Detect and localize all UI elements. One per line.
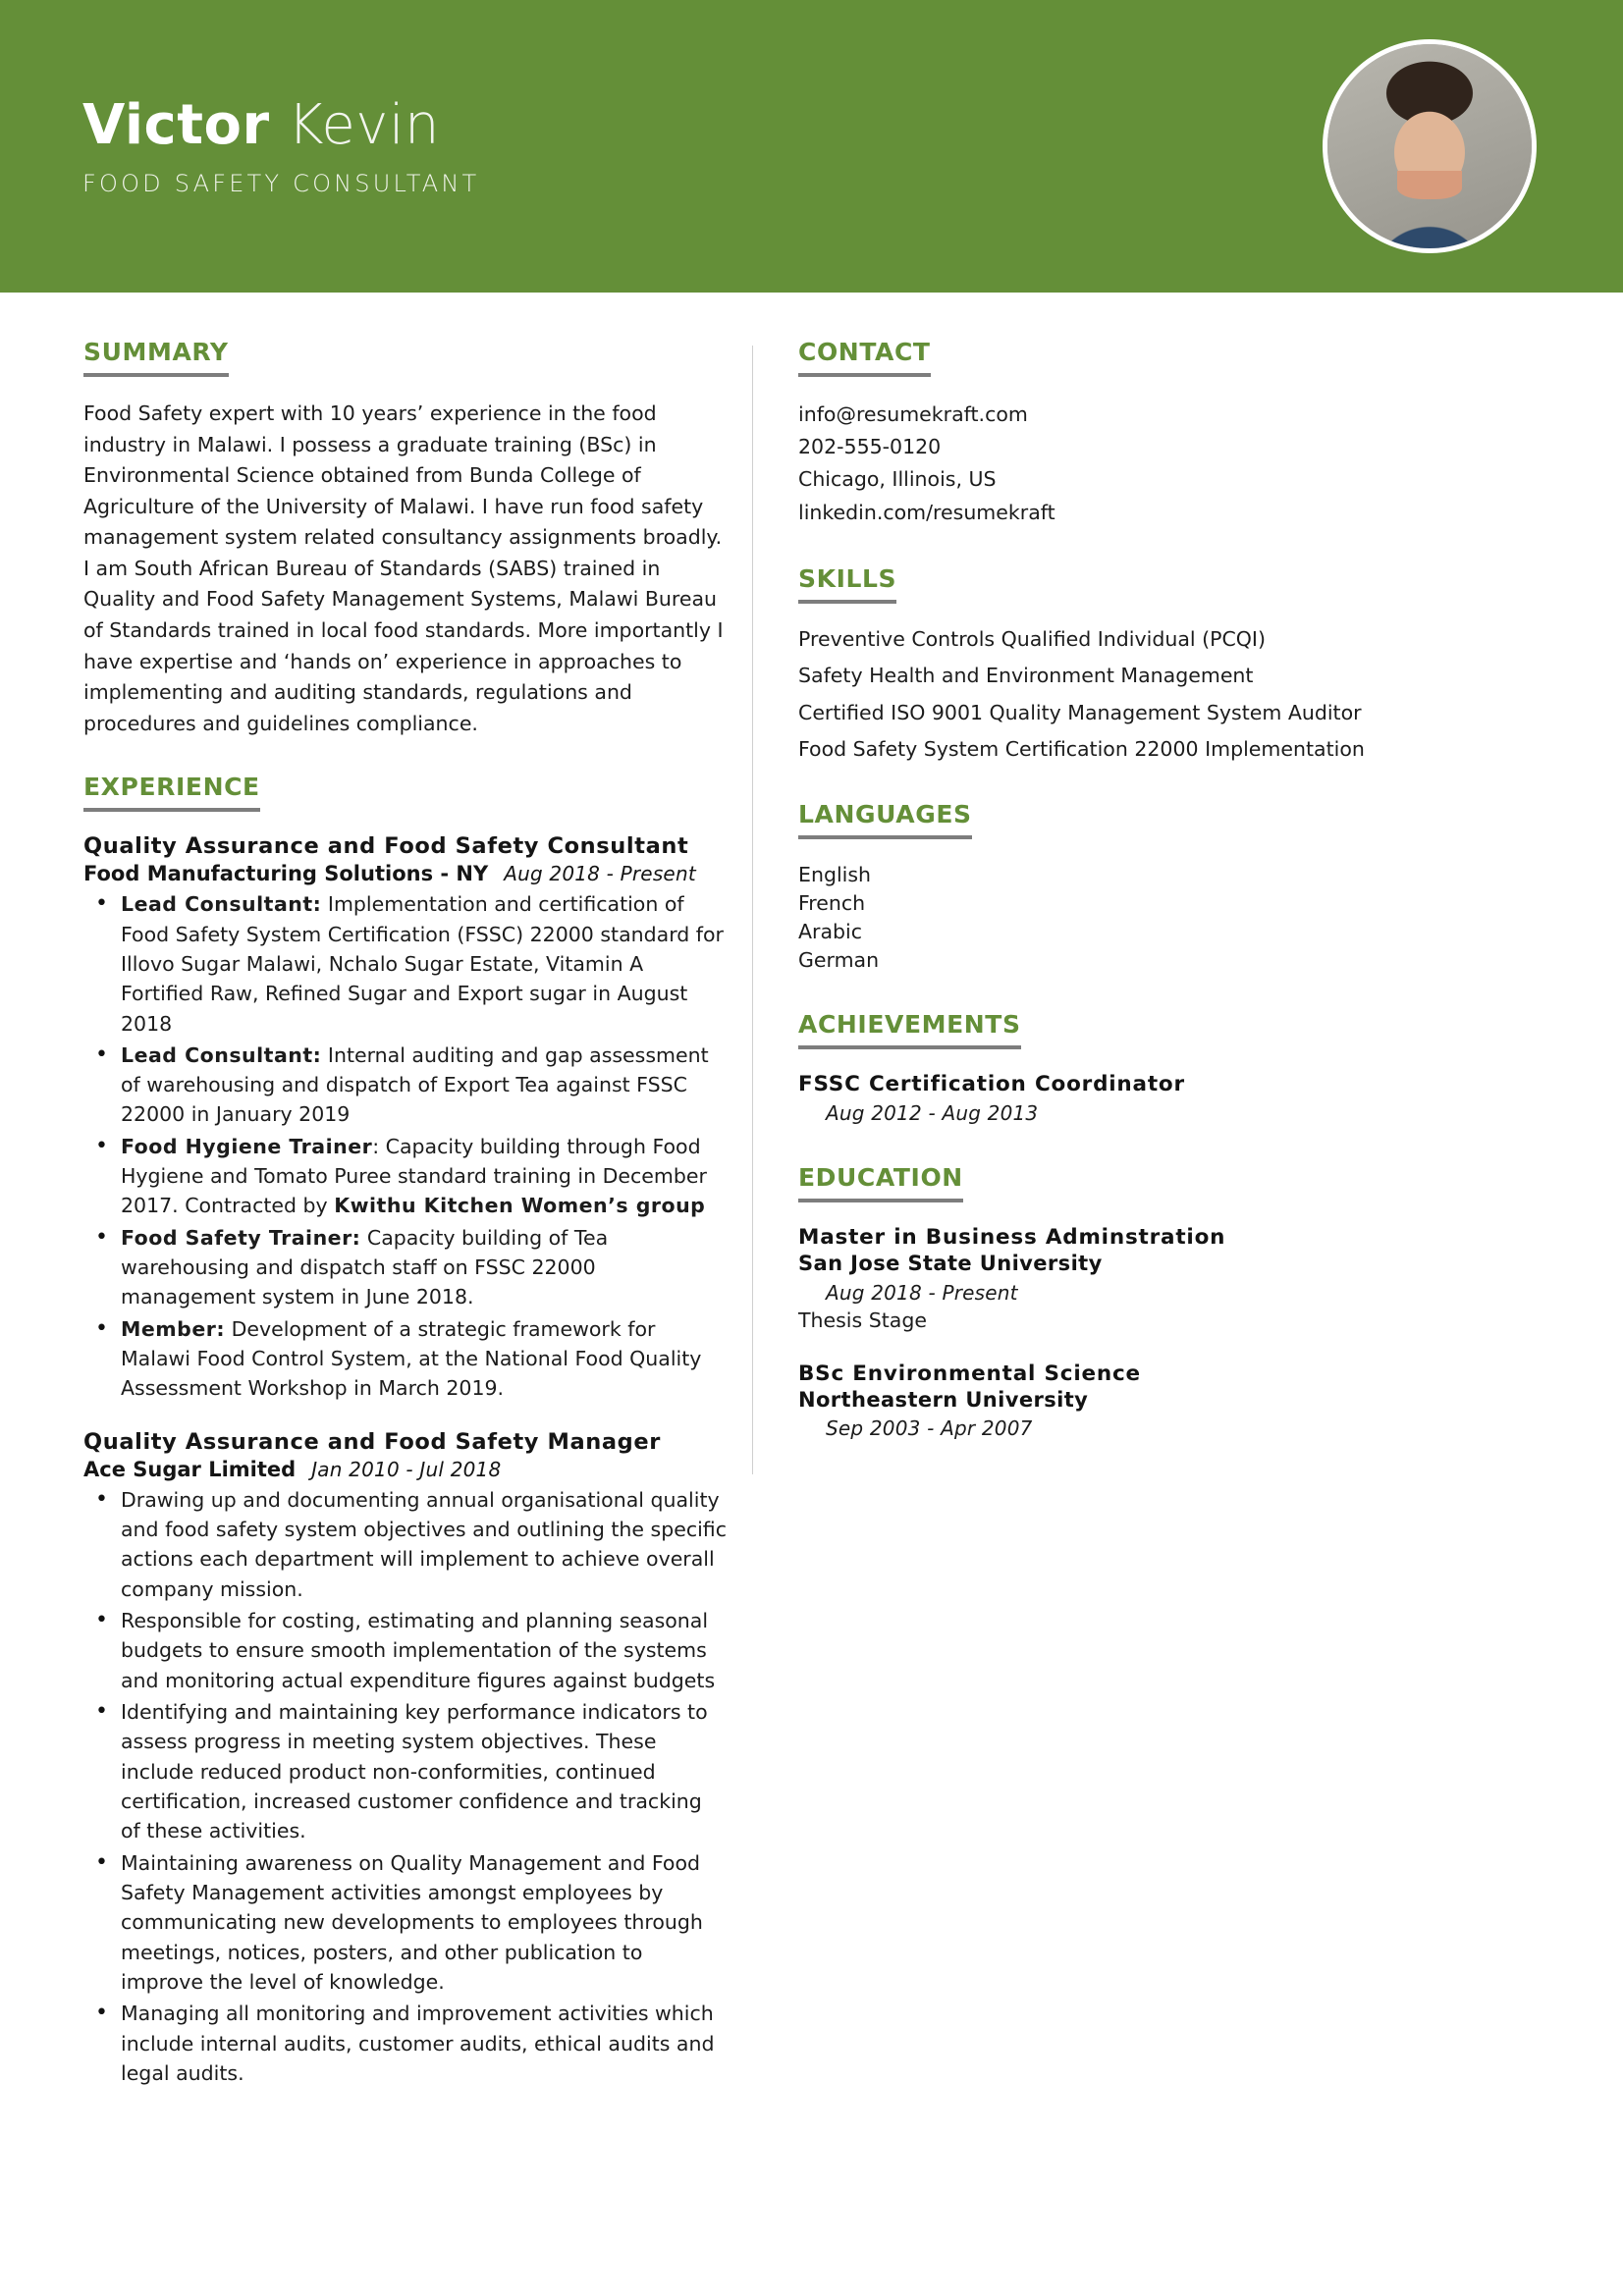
bullet-lead: Member:	[121, 1316, 226, 1341]
languages-heading: LANGUAGES	[798, 800, 972, 839]
skills-section	[798, 564, 1564, 765]
education-entry	[798, 1224, 1564, 1335]
languages-section	[798, 800, 1564, 975]
first-name: Victor	[82, 93, 270, 158]
bullet-lead: Food Hygiene Trainer	[121, 1134, 373, 1158]
education-dates: Sep 2003 - Apr 2007	[826, 1416, 1033, 1441]
education-school: Northeastern University	[798, 1388, 1089, 1413]
job-dates: Jan 2010 - Jul 2018	[311, 1457, 502, 1481]
last-name: Kevin	[287, 93, 440, 158]
job-bullet: • Responsible for costing, estimating and planning seasonal budgets to ensure smooth implementation of the systems and monitoring actual expenditure figures against budgets	[83, 1606, 727, 1695]
job-bullet: • Maintaining awareness on Quality Management and Food Safety Management activities amongst employees by communicating new developments to employees through meetings, notices, posters, and other publication to improve the level of knowledge.	[83, 1848, 727, 1998]
contact-email[interactable]: info@resumekraft.com	[798, 402, 1028, 426]
job-company-dates	[83, 862, 727, 885]
skills-list	[798, 625, 1564, 765]
bullet-lead: Lead Consultant:	[121, 892, 322, 917]
bullet-trail-bold: Kwithu Kitchen Women’s group	[334, 1194, 706, 1218]
languages-list	[798, 861, 1564, 975]
education-dates: Aug 2018 - Present	[826, 1280, 1018, 1305]
job-bullet: • Managing all monitoring and improvement activities which include internal audits, customer audits, ethical audits and legal audits.	[83, 1999, 727, 2088]
job-company-dates	[83, 1458, 727, 1481]
experience-heading: EXPERIENCE	[83, 773, 260, 812]
contact-location: Chicago, Illinois, US	[798, 467, 997, 492]
experience-section	[83, 773, 727, 2088]
language-item: English	[798, 862, 872, 886]
language-item: French	[798, 890, 866, 915]
achievement-entry	[798, 1071, 1564, 1128]
job-bullet-list	[83, 889, 727, 1404]
achievements-list	[798, 1071, 1564, 1128]
achievements-heading: ACHIEVEMENTS	[798, 1010, 1021, 1049]
job-dates: Aug 2018 - Present	[504, 862, 696, 886]
summary-section	[83, 338, 727, 739]
avatar	[1323, 39, 1537, 253]
job-role: Quality Assurance and Food Safety Manager	[83, 1428, 661, 1455]
resume-header	[0, 0, 1623, 293]
education-list	[798, 1224, 1564, 1444]
skill-item: Certified ISO 9001 Quality Management System Auditor	[798, 700, 1362, 724]
contact-section	[798, 338, 1564, 529]
bullet-lead: Lead Consultant:	[121, 1042, 322, 1067]
education-section	[798, 1163, 1564, 1444]
achievement-dates: Aug 2012 - Aug 2013	[826, 1100, 1039, 1125]
contact-heading: CONTACT	[798, 338, 931, 377]
job-bullet: • Lead Consultant: Internal auditing and gap assessment of warehousing and dispatch of Export Tea against FSSC 22000 in January 2019	[83, 1041, 727, 1130]
education-entry	[798, 1361, 1564, 1444]
experience-entry	[83, 1429, 727, 2089]
education-heading: EDUCATION	[798, 1163, 963, 1202]
summary-text: Food Safety expert with 10 years’ experience in the food industry in Malawi. I possess a graduate training (BSc) in Environmental Science obtained from Bunda College of Agriculture of the University of Malawi. I have run food safety management system related consultancy assignments broadly. I am South African Bureau of Standards (SABS) trained in Quality and Food Safety Management Systems, Malawi Bureau of Standards trained in local food standards. More importantly I have expertise and ‘hands on’ experience in approaches to implementing and auditing standards, regulations and procedures and guidelines compliance.	[83, 401, 724, 735]
education-degree: BSc Environmental Science	[798, 1361, 1141, 1386]
job-company: Food Manufacturing Solutions - NY	[83, 862, 489, 886]
job-bullet-list	[83, 1485, 727, 2089]
job-bullet: • Food Safety Trainer: Capacity building of Tea warehousing and dispatch staff on FSSC 22000 management system in June 2018.	[83, 1223, 727, 1312]
main-column	[59, 338, 752, 2121]
education-school: San Jose State University	[798, 1252, 1103, 1276]
language-item: Arabic	[798, 920, 862, 944]
skill-item: Preventive Controls Qualified Individual (PCQI)	[798, 626, 1266, 651]
education-note: Thesis Stage	[798, 1308, 927, 1332]
achievements-section	[798, 1010, 1564, 1128]
language-item: German	[798, 948, 880, 973]
profile-photo-icon	[1327, 44, 1532, 248]
job-bullet: • Identifying and maintaining key performance indicators to assess progress in meeting system objectives. These include reduced product non-conformities, continued certification, increased customer confidence and tracking of these activities.	[83, 1697, 727, 1846]
bullet-lead: Food Safety Trainer:	[121, 1225, 361, 1250]
experience-entry	[83, 833, 727, 1404]
job-bullet: • Drawing up and documenting annual organisational quality and food safety system objectives and outlining the specific actions each department will implement to achieve overall company mission.	[83, 1485, 727, 1604]
job-bullet: • Lead Consultant: Implementation and certification of Food Safety System Certification (FSSC) 22000 standard for Illovo Sugar Malawi, Nchalo Sugar Estate, Vitamin A Fortified Raw, Refined Sugar and Export sugar in August 2018	[83, 889, 727, 1039]
sidebar-column	[753, 338, 1564, 2121]
header-job-title: FOOD SAFETY CONSULTANT	[82, 169, 480, 197]
job-company: Ace Sugar Limited	[83, 1457, 297, 1481]
skills-heading: SKILLS	[798, 564, 896, 604]
skill-item: Food Safety System Certification 22000 Implementation	[798, 737, 1365, 762]
experience-list	[83, 833, 727, 2088]
contact-phone[interactable]: 202-555-0120	[798, 435, 942, 459]
job-role: Quality Assurance and Food Safety Consultant	[83, 833, 689, 860]
resume-body	[0, 293, 1623, 2121]
education-degree: Master in Business Adminstration	[798, 1224, 1226, 1250]
achievement-title: FSSC Certification Coordinator	[798, 1072, 1185, 1097]
job-bullet: • Member: Development of a strategic framework for Malawi Food Control System, at the National Food Quality Assessment Workshop in March 2019.	[83, 1314, 727, 1404]
job-bullet: • Food Hygiene Trainer: Capacity building through Food Hygiene and Tomato Puree standard training in December 2017. Contracted by Kwithu Kitchen Women’s group	[83, 1132, 727, 1221]
summary-heading: SUMMARY	[83, 338, 229, 377]
contact-linkedin[interactable]: linkedin.com/resumekraft	[798, 500, 1055, 524]
skill-item: Safety Health and Environment Management	[798, 664, 1254, 688]
